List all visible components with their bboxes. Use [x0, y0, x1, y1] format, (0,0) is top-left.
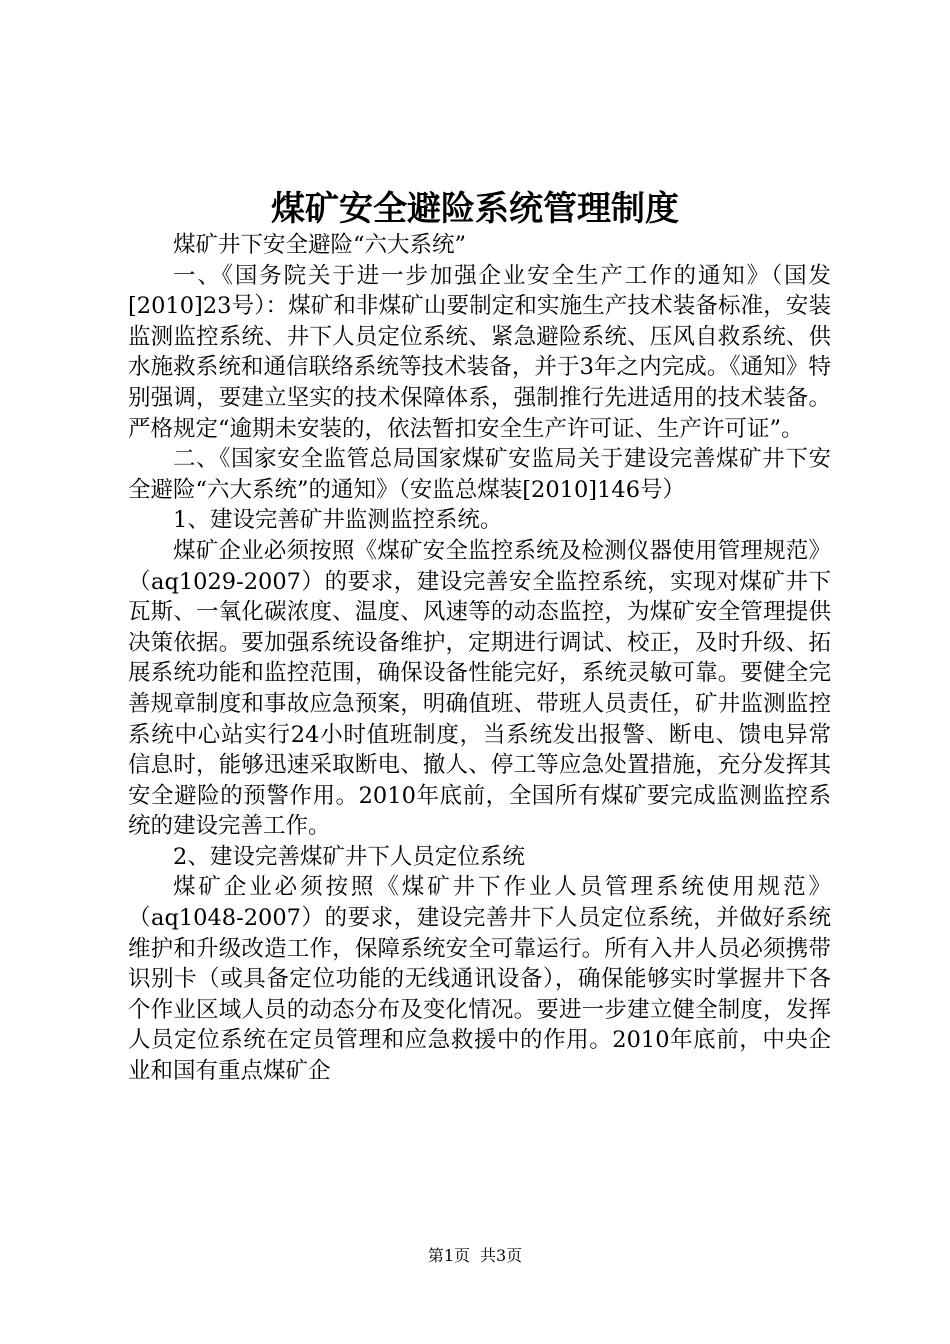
paragraph: 煤矿企业必须按照《煤矿井下作业人员管理系统使用规范》（aq1048-2007）的要求，建设完善井下人员定位系统，并做好系统维护和升级改造工作，保障系统安全可靠运行。所有入井人员必须携带识别卡（或具备定位功能的无线通讯设备），确保能够实时掌握井下各个作业区域人员的动态分布及变化情况。要进一步建立健全制度，发挥人员定位系统在定员管理和应急救援中的作用。2010年底前，中央企业和国有重点煤矿企 — [128, 874, 831, 1085]
page-total: 共3页 — [480, 1246, 523, 1265]
paragraph: 1、建设完善矿井监测监控系统。 — [173, 507, 503, 534]
paragraph: 煤矿井下安全避险“六大系统” — [173, 232, 467, 258]
document-title: 煤矿安全避险系统管理制度 — [271, 189, 679, 229]
document-body — [128, 230, 831, 1087]
paragraph: 煤矿企业必须按照《煤矿安全监控系统及检测仪器使用管理规范》（aq1029-2007）的要求，建设完善安全监控系统，实现对煤矿井下瓦斯、一氧化碳浓度、温度、风速等的动态监控，为煤矿安全管理提供决策依据。要加强系统设备维护，定期进行调试、校正，及时升级、拓展系统功能和监控范围，确保设备性能完好，系统灵敏可靠。要健全完善规章制度和事故应急预案，明确值班、带班人员责任，矿井监测监控系统中心站实行24小时值班制度，当系统发出报警、断电、馈电异常信息时，能够迅速采取断电、撤人、停工等应急处置措施，充分发挥其安全避险的预警作用。2010年底前，全国所有煤矿要完成监测监控系统的建设完善工作。 — [128, 537, 831, 840]
paragraph: 一、《国务院关于进一步加强企业安全生产工作的通知》（国发[2010]23号）：煤矿和非煤矿山要制定和实施生产技术装备标准，安装监测监控系统、井下人员定位系统、紧急避险系统、压风自救系统、供水施救系统和通信联络系统等技术装备，并于3年之内完成。《通知》特别强调，要建立坚实的技术保障体系，强制推行先进适用的技术装备。严格规定“逾期未安装的，依法暂扣安全生产许可证、生产许可证”。 — [128, 262, 831, 442]
paragraph: 二、《国家安全监管总局国家煤矿安监局关于建设完善煤矿井下安全避险“六大系统”的通知》（安监总煤装[2010]146号） — [128, 446, 831, 503]
paragraph: 2、建设完善煤矿井下人员定位系统 — [173, 843, 525, 870]
page-number: 第1页 — [427, 1246, 470, 1265]
page-footer — [0, 1245, 950, 1267]
